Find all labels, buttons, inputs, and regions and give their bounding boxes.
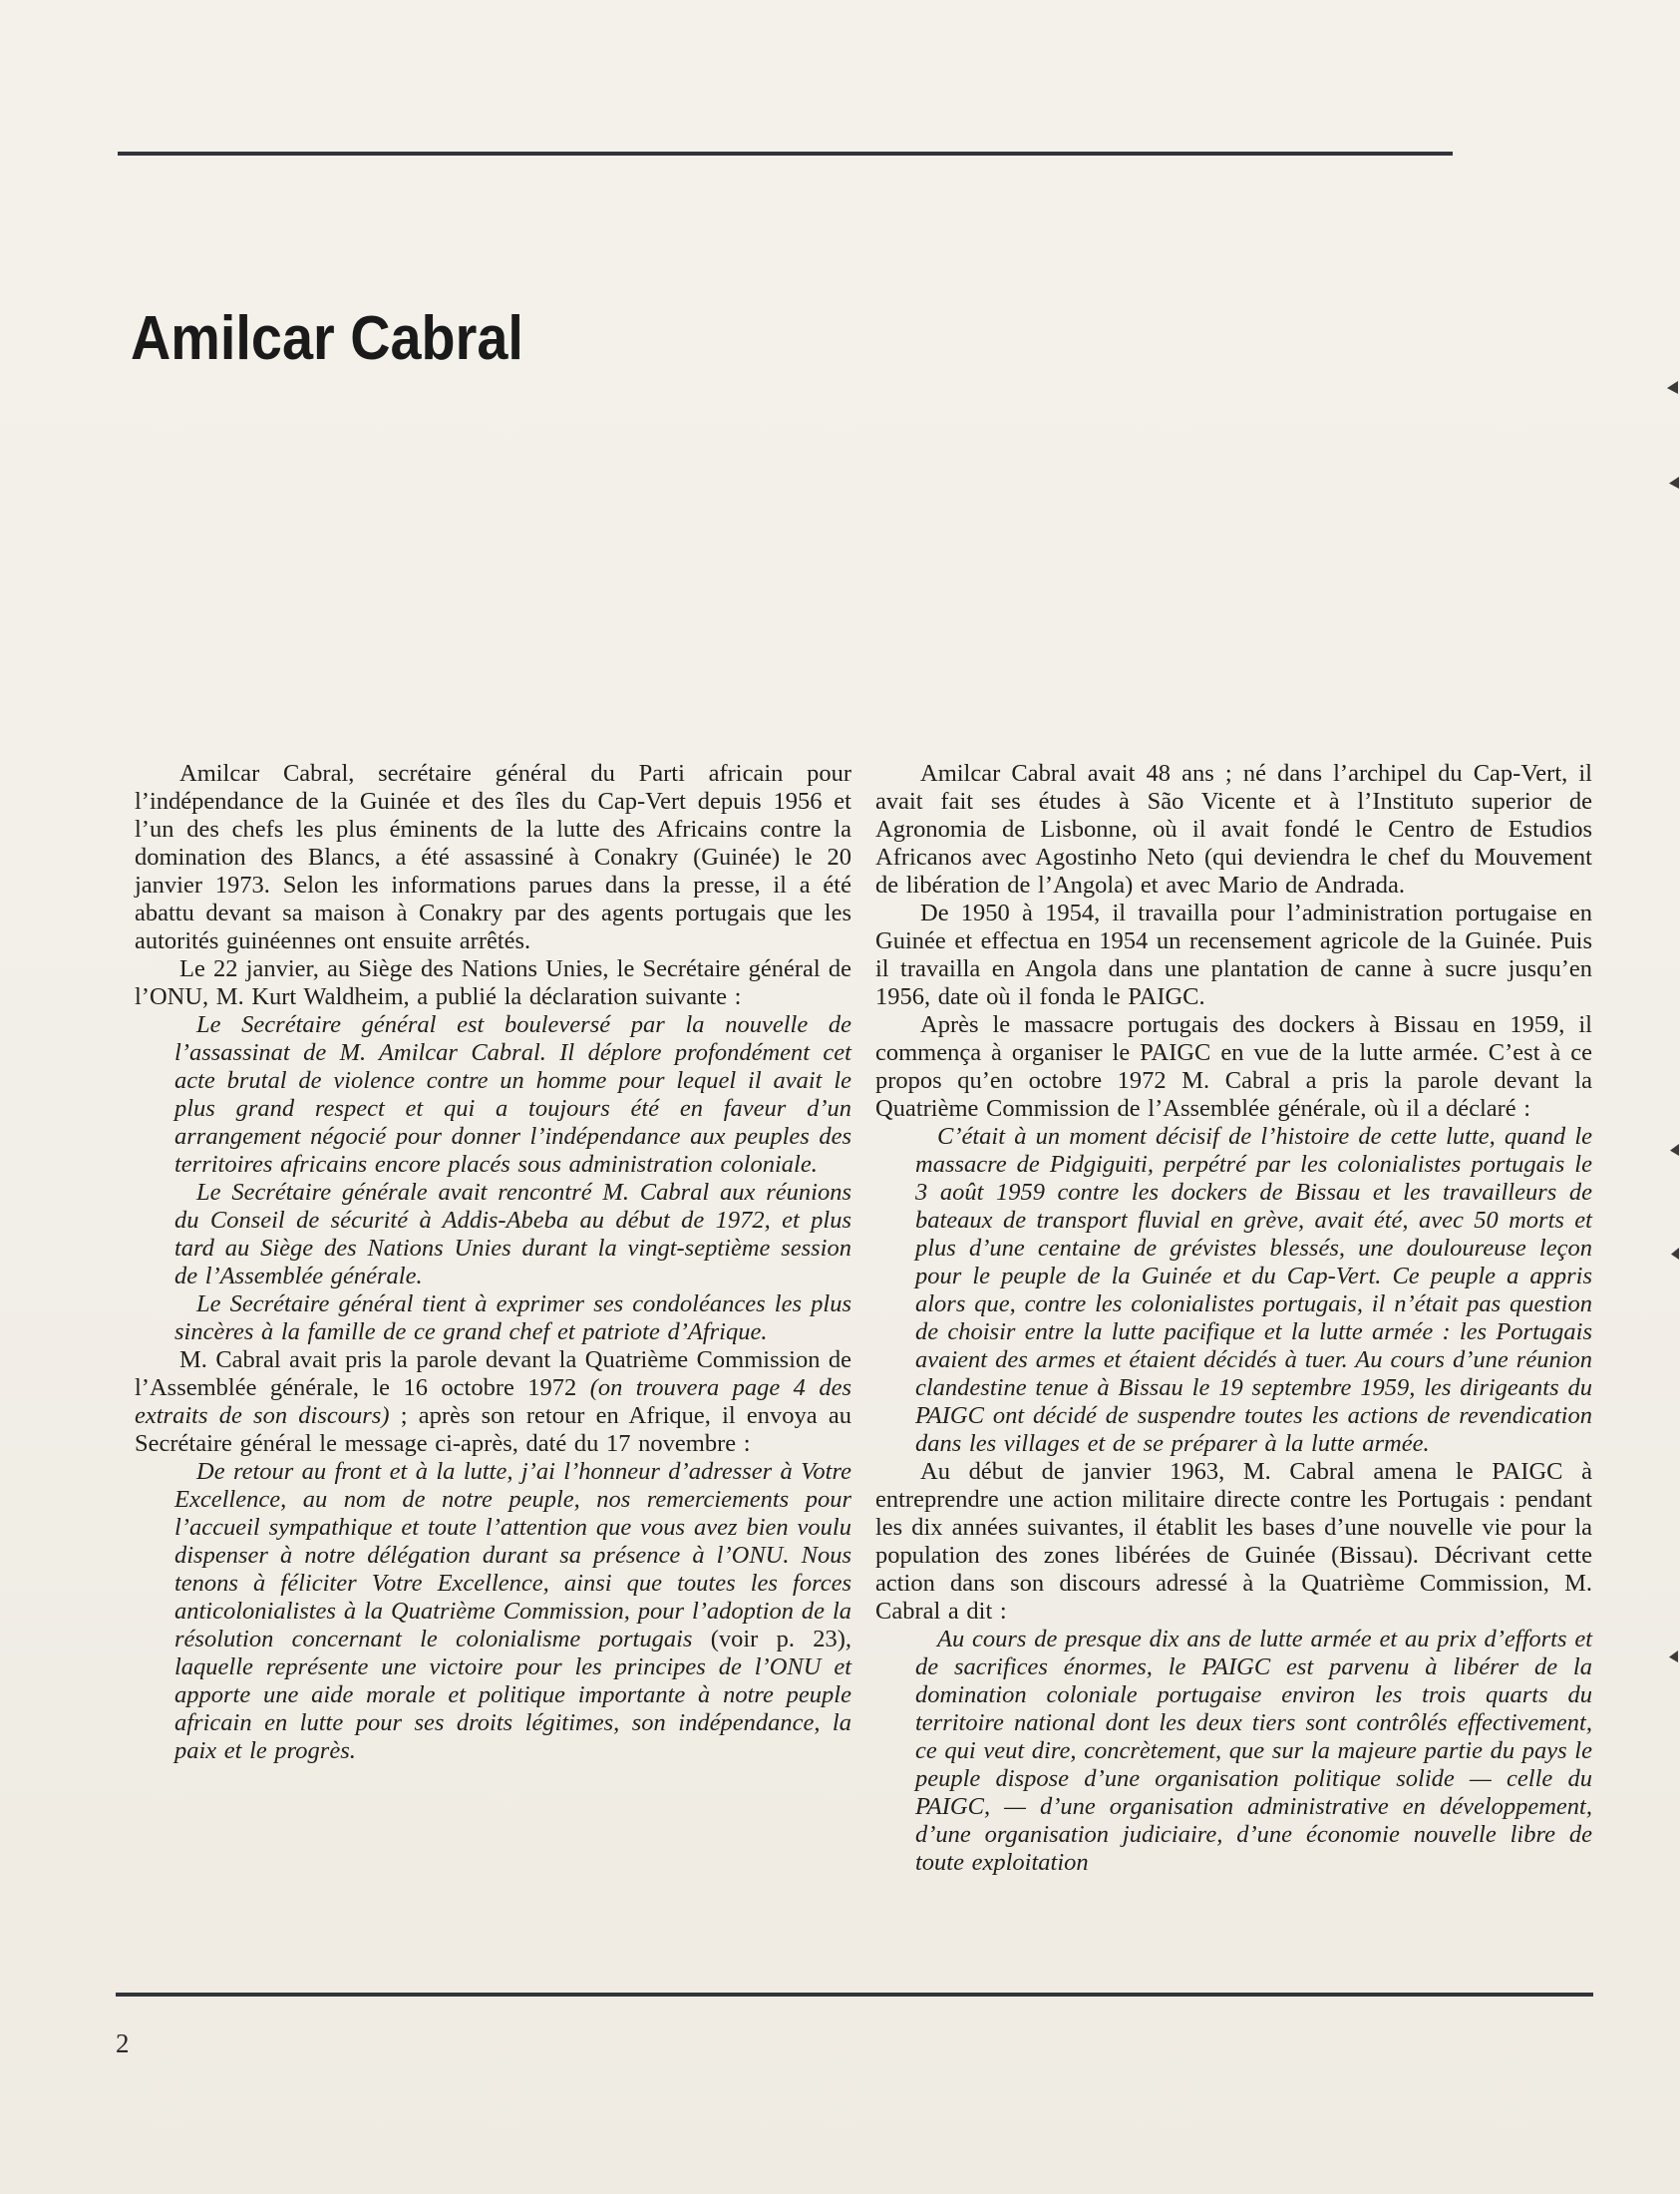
paragraph-segment: ; après son retour en Afrique, il envoya au Secrétaire général le message ci-après, daté du 17 novembre : [135, 1402, 852, 1457]
scan-artifact-mark [1667, 381, 1678, 394]
quote-segment: , laquelle représente une victoire pour les principes de l’ONU et apporte une aide morale et politique importante à notre peuple africain en lutte pour ses droits légitimes, son indépendance, la paix et le progrès. [174, 1626, 851, 1764]
quote-segment: De retour au front et à la lutte, j’ai l’honneur d’adresser à Votre Excellence, au nom de notre peuple, nos remerciements pour l’accueil sympathique et toute l’attention que vous avez bien voulu dispenser à notre délégation durant sa présence à l’ONU. Nous tenons à féliciter Votre Excellence, ainsi que toutes les forces anticolonialistes à la Quatrième Commission, pour l’adoption de la résolution concernant le colonialisme portugais [174, 1458, 851, 1652]
scan-artifact-mark [1670, 1144, 1679, 1156]
quote-segment-roman: (voir p. 23) [710, 1626, 845, 1652]
quote-secretary-general-3: Le Secrétaire général tient à exprimer ses condoléances les plus sincères à la famille de ce grand chef et patriote d’Afrique. [174, 1290, 851, 1345]
quote-secretary-general-2: Le Secrétaire générale avait rencontré M. Cabral aux réunions du Conseil de sécurité à Addis-Abeba au début de 1972, et plus tard au Siège des Nations Unies durant la vingt-septième session de l’Assemblée générale. [174, 1179, 851, 1289]
paragraph-1950-1954: De 1950 à 1954, il travailla pour l’administration portugaise en Guinée et effectua en 1954 un recensement agricole de la Guinée. Puis il travailla en Angola dans une plantation de canne à sucre jusqu’en 1956, date où il fonda le PAIGC. [875, 900, 1592, 1010]
scan-artifact-mark [1669, 477, 1679, 489]
scan-artifact-mark [1671, 1248, 1679, 1260]
paragraph-intro: Amilcar Cabral, secrétaire général du Parti africain pour l’indépendance de la Guinée et des îles du Cap-Vert depuis 1956 et l’un des chefs les plus éminents de la lutte des Africains contre la domination des Blancs, a été assassiné à Conakry (Guinée) le 20 janvier 1973. Selon les informations parues dans la presse, il a été abattu devant sa maison à Conakry par des agents portugais que les autorités guinéennes ont ensuite arrêtés. [135, 760, 851, 954]
paragraph-segment: M. Cabral avait pris la parole devant la Quatrième Commission de l’Assemblée générale, le 16 octobre 1972 [135, 1346, 851, 1401]
paragraph-massacre: Après le massacre portugais des dockers à Bissau en 1959, il commença à organiser le PAIGC en vue de la lutte armée. C’est à ce propos qu’en octobre 1972 M. Cabral a pris la parole devant la Quatrième Commission de l’Assemblée générale, où il a déclaré : [875, 1011, 1592, 1122]
right-column [875, 760, 1592, 1877]
paragraph-fourth-commission [135, 1346, 851, 1458]
article-columns [135, 760, 1592, 1877]
quote-cabral-message [174, 1458, 851, 1765]
quote-cabral-speech-1: C’était à un moment décisif de l’histoire de cette lutte, quand le massacre de Pidgiguiti, perpétré par les colonialistes portugais le 3 août 1959 contre les dockers de Bissau et les travailleurs de bateaux de transport fluvial en grève, avait été, avec 50 morts et plus d’une centaine de grévistes blessés, une douloureuse leçon pour le peuple de la Guinée et du Cap-Vert. Ce peuple a appris alors que, contre les colonialistes portugais, il n’était pas question de choisir entre la lutte pacifique et la lutte armée : les Portugais avaient des armes et étaient décidés à tuer. Au cours d’une réunion clandestine tenue à Bissau le 19 septembre 1959, les dirigeants du PAIGC ont décidé de suspendre toutes les actions de revendication dans les villages et de se préparer à la lutte armée. [915, 1123, 1592, 1457]
bottom-rule [116, 1993, 1593, 1997]
top-rule [118, 152, 1453, 156]
scan-artifact-mark [1669, 1650, 1678, 1662]
quote-cabral-speech-2: Au cours de presque dix ans de lutte armée et au prix d’efforts et de sacrifices énormes, le PAIGC est parvenu à libérer de la domination coloniale portugaise environ les trois quarts du territoire national dont les deux tiers sont contrôlés effectivement, ce qui veut dire, concrètement, que sur la majeure partie du pays le peuple dispose d’une organisation politique solide — celle du PAIGC, — d’une organisation administrative en développement, d’une organisation judiciaire, d’une économie nouvelle libre de toute exploitation [915, 1626, 1592, 1876]
paragraph-declaration: Le 22 janvier, au Siège des Nations Unies, le Secrétaire général de l’ONU, M. Kurt Waldheim, a publié la déclaration suivante : [135, 955, 851, 1010]
paragraph-biography: Amilcar Cabral avait 48 ans ; né dans l’archipel du Cap-Vert, il avait fait ses études à São Vicente et à l’Instituto superior de Agronomia de Lisbonne, où il avait fondé le Centro de Estudios Africanos avec Agostinho Neto (qui deviendra le chef du Mouvement de libération de l’Angola) et avec Mario de Andrada. [875, 760, 1592, 899]
paragraph-january-1963: Au début de janvier 1963, M. Cabral amena le PAIGC à entreprendre une action militaire directe contre les Portugais : pendant les dix années suivantes, il établit les bases d’une nouvelle vie pour la population des zones libérées de Guinée (Bissau). Décrivant cette action dans son discours adressé à la Quatrième Commission, M. Cabral a dit : [875, 1458, 1592, 1625]
left-column [135, 760, 851, 1877]
page-title: Amilcar Cabral [131, 304, 523, 373]
quote-secretary-general-1: Le Secrétaire général est bouleversé par la nouvelle de l’assassinat de M. Amilcar Cabral. Il déplore profondément cet acte brutal de violence contre un homme pour lequel il avait le plus grand respect et qui a toujours été en faveur d’un arrangement négocié pour donner l’indépendance aux peuples des territoires africains encore placés sous administration coloniale. [174, 1011, 851, 1178]
paragraph-segment-italic: (on trouvera page 4 des extraits de son discours) [135, 1374, 851, 1429]
page-number: 2 [116, 2028, 130, 2058]
